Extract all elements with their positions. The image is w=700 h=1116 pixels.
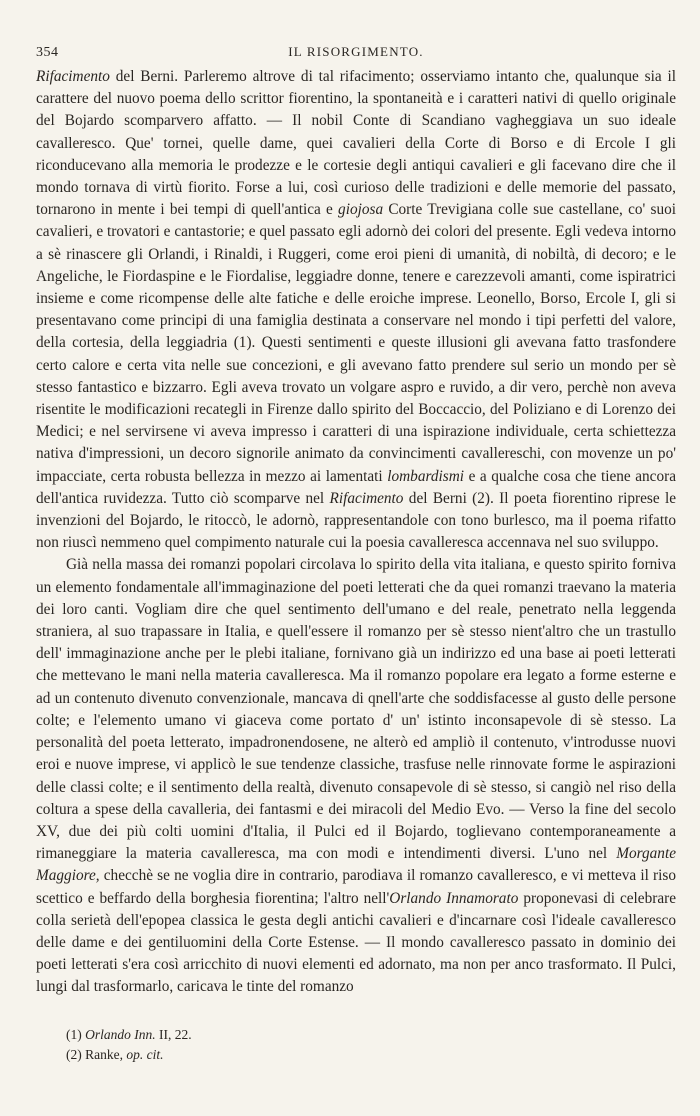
italic-text: lombardismi [387, 467, 464, 485]
text-run: Già nella massa dei romanzi popolari circolava lo spirito della vita italiana, e questo spirito forniva un elemento fondamentale all'immaginazione del poeti letterati che da quei romanzi traevano la materia dei loro canti. Vogliam dire che quel sentimento dell'umano e del reale, penetrato nella leggenda straniera, al suo trapassare in Italia, e quell'essere il romanzo per sè stesso nient'altro che un trastullo dell' immaginazione anche per le plebi italiane, fornivano già un indirizzo ed una base ai poeti letterati che mettevano le mani nella materia cavalleresca. Ma il romanzo popolare era legato a forme esterne e ad un contenuto divenuto convenzionale, mancava di qnell'arte che soddisfacesse al gusto delle persone colte; e l'elemento umano vi giaceva come portato d' un' istinto inconsapevole di sè stesso. La personalità del poeta letterato, impadronendosene, ne alterò ed ampliò il contenuto, v'introdusse nuovi eroi e nuove imprese, vi applicò le sue tendenze classiche, trasfuse nelle rinnovate forme le aspirazioni delle classi colte; e il sentimento della realtà, divenuto consapevole di sè stesso, si cangiò nel riso della coltura a spese della cavalleria, dei fantasmi e dei miracoli del Medio Evo. — Verso la fine del secolo XV, due dei più colti uomini d'Italia, il Pulci ed il Bojardo, toglievano contemporaneamente a rimaneggiare la materia cavalleresca, ma con modi e intendimenti diversi. L'uno nel [36, 556, 676, 863]
italic-text: Orlando Innamorato [389, 889, 519, 907]
footnote-reference: II, 22. [155, 1026, 192, 1042]
footnote-1 [66, 1025, 676, 1045]
paragraph [36, 554, 676, 998]
page-header [36, 44, 676, 66]
text-run: del Berni (2). Il poeta fiorentino riprese le invenzioni del Bojardo, le ritoccò, le adornò, rappresentandole con tono burlesco, ma il poema rifatto non riuscì nemmeno quel compimento naturale cui la poesia cavalleresca accennava nel suo sviluppo. [36, 489, 676, 552]
text-run: proponevasi di celebrare colla serietà dell'epopea classica le gesta degli antichi cavalieri e d'incarnare così l'ideale cavalleresco delle dame e dei gentiluomini della Corte Estense. — Il mondo cavalleresco passato in dominio dei poeti letterati s'era così arricchito di nuovi elementi ed adornato, ma non per anco trasformato. Il Pulci, lungi dal trasformarlo, caricava le tinte del romanzo [36, 889, 676, 996]
footnote-mark: (2) [66, 1046, 86, 1062]
body-text [36, 66, 676, 999]
book-page [36, 44, 676, 1065]
running-title: IL RISORGIMENTO. [288, 44, 424, 59]
text-run: Corte Trevigiana colle sue castellane, co' suoi cavalieri, e trovatori e cantastorie; e quel passato egli adornò dei colori del presente. Egli vedeva intorno a sè rinascere gli Orlandi, i Rinaldi, i Ruggeri, come eroi pieni di umanità, di nobiltà, di decoro; e le Angeliche, le Fiordaspine e le Fiordalise, leggiadre donne, tenere e carezzevoli amanti, come ispiratrici insieme e come ricompense delle alte fatiche e delle eroiche imprese. Leonello, Borso, Ercole I, gli si presentavano come principi di una famiglia destinata a conservare nel mondo i tipi perfetti del valore, della cortesia, della leggiadria (1). Questi sentimenti e queste illusioni gli avevana fatto trasfondere certo calore e certa vita nelle sue concezioni, e gli avevano fatto prendere sul serio un mondo per sè stesso fantastico e bizzarro. Egli aveva trovato un volgare aspro e ruvido, a dir vero, perchè non aveva risentite le modificazioni recategli in Firenze dallo spirito del Boccaccio, del Poliziano e di Lorenzo dei Medici; e nel servirsene vi aveva impresso i caratteri di una ispirazione individuale, certa schiettezza nativa d'impressioni, un decoro signorile animato da convincimenti cavallereschi, con movenze un po' impacciate, certa robusta bellezza in mezzo ai lamentati [36, 201, 676, 485]
footnote-author: Ranke, [85, 1046, 127, 1062]
text-run: del Berni. Parleremo altrove di tal rifacimento; osserviamo intanto che, qualunque sia il carattere del nuovo poema dello scrittor fiorentino, la spontaneità e i caratteri nativi di quello originale del Bojardo scomparvero affatto. — Il nobil Conte di Scandiano vagheggiava un suo ideale cavalleresco. Que' tornei, quelle dame, quei cavalieri della Corte di Borso e di Ercole I gli riconducevano alla memoria le prodezze e le cortesie degli antiqui cavalieri e gli facevano dire che il mondo tornava di virtù fiorito. Forse a lui, così curioso delle tradizioni e delle memorie del passato, tornarono in mente i bei tempi di quell'antica e [36, 68, 676, 219]
paragraph [36, 66, 676, 554]
footnote-title: Orlando Inn. [85, 1026, 156, 1042]
page-number: 354 [36, 45, 59, 60]
italic-text: giojosa [338, 201, 384, 219]
footnote-citation: op. cit. [126, 1046, 164, 1062]
italic-text: Rifacimento [36, 68, 110, 85]
italic-text: Morgante Maggiore, [36, 845, 676, 885]
footnote-2 [66, 1045, 676, 1065]
text-run: checchè se ne voglia dire in contrario, parodiava il romanzo cavalleresco, e vi metteva il riso scettico e beffardo della borghesia fiorentina; l'altro nell' [36, 867, 676, 907]
footnote-mark: (1) [66, 1026, 86, 1042]
italic-text: Rifacimento [329, 489, 404, 507]
text-run: e a qualche cosa che tiene ancora dell'antica ruvidezza. Tutto ciò scomparve nel [36, 467, 676, 507]
footnotes [36, 1025, 676, 1065]
